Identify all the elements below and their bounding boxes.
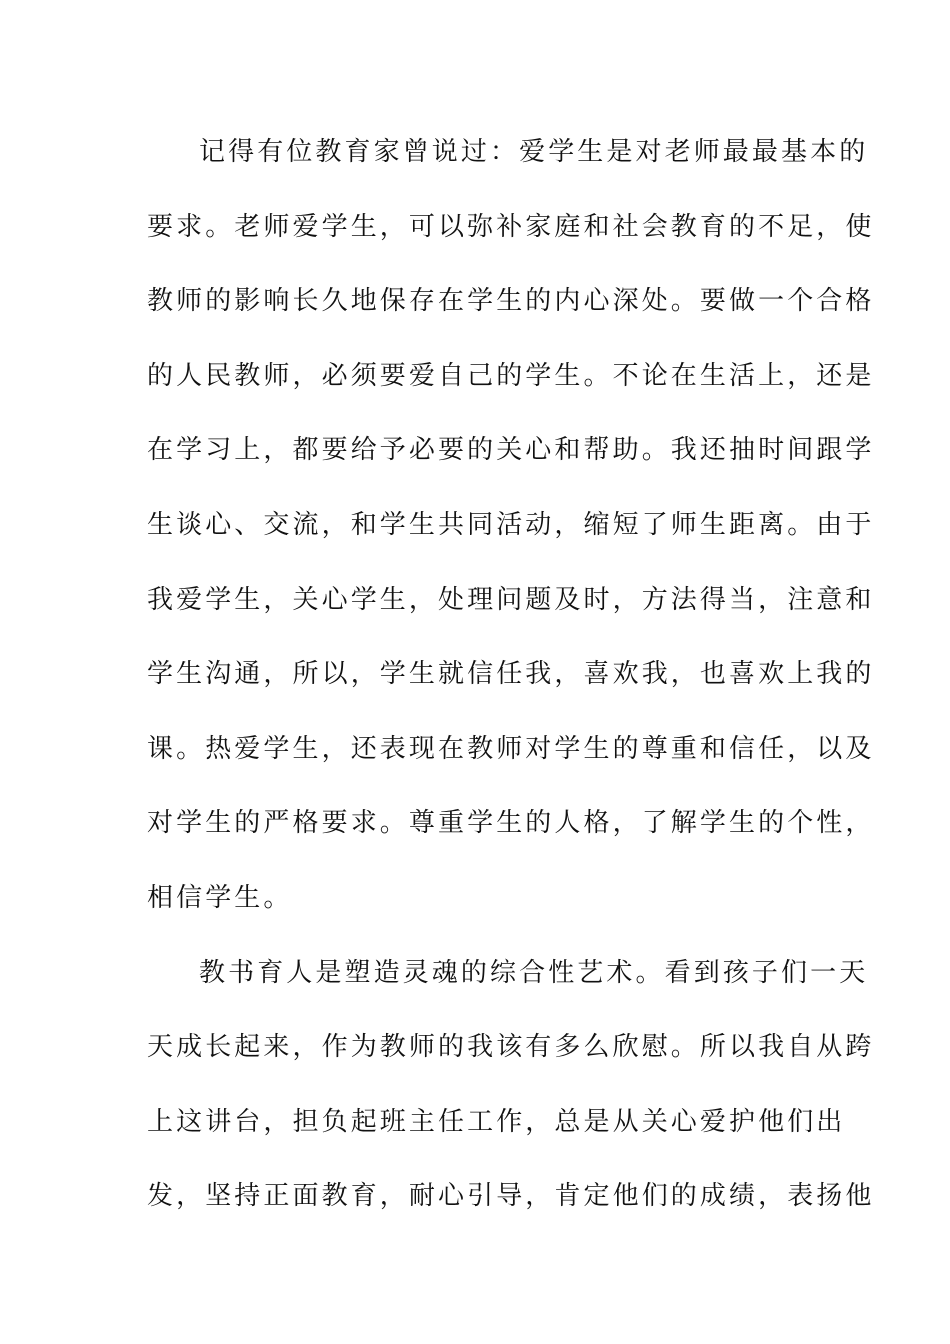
paragraph-line: 对学生的严格要求。尊重学生的人格，了解学生的个性， (147, 808, 875, 839)
paragraph-line: 发，坚持正面教育，耐心引导，肯定他们的成绩，表扬他 (147, 1181, 875, 1212)
paragraph-line: 天成长起来，作为教师的我该有多么欣慰。所以我自从跨 (147, 1032, 875, 1063)
paragraph-line: 记得有位教育家曾说过：爱学生是对老师最最基本的 (199, 137, 869, 167)
document-body (147, 115, 875, 1234)
paragraph-2 (147, 936, 875, 1234)
paragraph-line: 的人民教师，必须要爱自己的学生。不论在生活上，还是 (147, 360, 875, 391)
paragraph-line: 我爱学生，关心学生，处理问题及时，方法得当，注意和 (147, 584, 875, 615)
paragraph-line: 在学习上，都要给予必要的关心和帮助。我还抽时间跟学 (147, 435, 875, 466)
paragraph-line: 生谈心、交流，和学生共同活动，缩短了师生距离。由于 (147, 509, 875, 540)
paragraph-line: 教师的影响长久地保存在学生的内心深处。要做一个合格 (147, 286, 875, 317)
paragraph-line: 上这讲台，担负起班主任工作，总是从关心爱护他们出 (147, 1106, 846, 1137)
paragraph-line: 课。热爱学生，还表现在教师对学生的尊重和信任，以及 (147, 733, 875, 764)
paragraph-line: 要求。老师爱学生，可以弥补家庭和社会教育的不足，使 (147, 211, 875, 242)
paragraph-line: 相信学生。 (147, 882, 293, 913)
paragraph-1 (147, 115, 875, 936)
paragraph-line: 教书育人是塑造灵魂的综合性艺术。看到孩子们一天 (199, 957, 869, 988)
paragraph-line: 学生沟通，所以，学生就信任我，喜欢我，也喜欢上我的 (147, 659, 875, 690)
